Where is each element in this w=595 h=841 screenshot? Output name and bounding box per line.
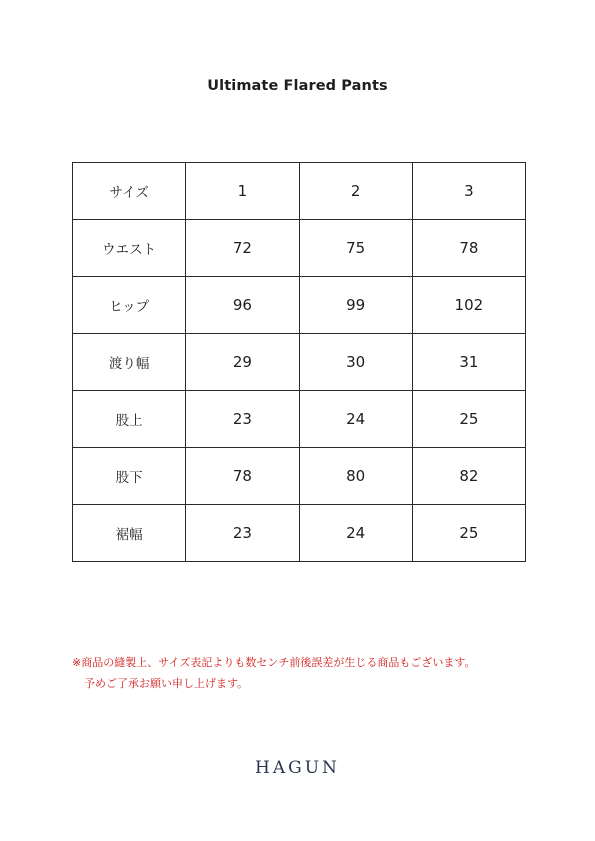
size-table [72,162,526,562]
table-row [73,277,526,334]
table-cell: 78 [186,448,299,505]
row-label: 股上 [73,391,186,448]
table-cell: 75 [299,220,412,277]
row-label: 股下 [73,448,186,505]
table-cell: 82 [412,448,525,505]
row-label: 裾幅 [73,505,186,562]
header-cell: サイズ [73,163,186,220]
row-label: ウエスト [73,220,186,277]
table-cell: 23 [186,391,299,448]
table-row [73,334,526,391]
row-label: ヒップ [73,277,186,334]
table-cell: 24 [299,505,412,562]
table-row [73,391,526,448]
note-line: 予めご了承お願い申し上げます。 [84,677,249,690]
sizing-note [72,652,542,694]
note-line: ※商品の縫製上、サイズ表記よりも数センチ前後誤差が生じる商品もございます。 [72,656,476,669]
table-row [73,220,526,277]
table-cell: 102 [412,277,525,334]
row-label: 渡り幅 [73,334,186,391]
header-cell: 1 [186,163,299,220]
table-cell: 24 [299,391,412,448]
table-cell: 25 [412,391,525,448]
header-cell: 2 [299,163,412,220]
table-row [73,448,526,505]
table-header-row [73,163,526,220]
table-cell: 80 [299,448,412,505]
table-cell: 78 [412,220,525,277]
table-cell: 99 [299,277,412,334]
page-title: Ultimate Flared Pants [207,78,388,94]
table-row [73,505,526,562]
table-cell: 72 [186,220,299,277]
table-cell: 30 [299,334,412,391]
brand-logo: HAGUN [255,758,340,778]
table-cell: 29 [186,334,299,391]
table-cell: 31 [412,334,525,391]
table-cell: 96 [186,277,299,334]
header-cell: 3 [412,163,525,220]
table-cell: 23 [186,505,299,562]
table-cell: 25 [412,505,525,562]
